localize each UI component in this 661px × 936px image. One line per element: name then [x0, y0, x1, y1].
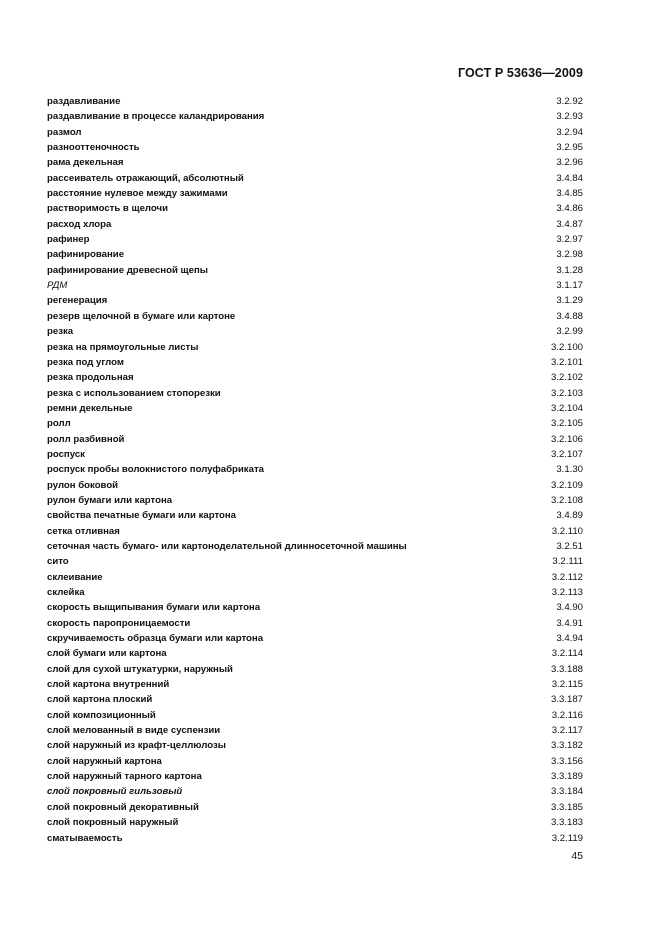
- index-entry: [47, 723, 583, 738]
- index-term: рама декельная: [47, 157, 124, 169]
- index-term: слой покровный наружный: [47, 817, 179, 829]
- index-term: рафинер: [47, 234, 90, 246]
- index-reference: 3.2.102: [550, 372, 583, 384]
- index-term: сетка отливная: [47, 525, 120, 537]
- index-reference: 3.2.92: [556, 96, 583, 107]
- term-index-list: [47, 94, 583, 846]
- index-entry: [47, 401, 583, 416]
- index-entry: [47, 508, 583, 523]
- index-term: резка под углом: [47, 356, 124, 368]
- index-entry: [47, 155, 583, 170]
- index-term: слой наружный тарного картона: [47, 771, 202, 783]
- index-entry: [47, 217, 583, 232]
- index-term: склейка: [47, 587, 85, 598]
- index-reference: 3.2.97: [556, 234, 583, 246]
- index-term: разнооттеночность: [47, 142, 140, 154]
- index-reference: 3.1.17: [556, 280, 583, 292]
- index-entry: [47, 585, 583, 600]
- index-reference: 3.2.110: [551, 525, 583, 537]
- index-entry: [47, 493, 583, 508]
- index-reference: 3.2.119: [551, 832, 583, 844]
- index-reference: 3.2.51: [556, 540, 583, 552]
- index-term: РДМ: [47, 280, 68, 292]
- index-reference: 3.2.108: [550, 494, 583, 506]
- index-reference: 3.3.185: [550, 801, 583, 813]
- index-term: склеивание: [47, 571, 103, 583]
- index-entry: [47, 784, 583, 799]
- page-number: 45: [571, 850, 583, 862]
- index-term: раздавливание: [47, 96, 121, 107]
- index-reference: 3.4.87: [556, 218, 583, 230]
- index-entry: [47, 631, 583, 646]
- index-reference: 3.3.189: [550, 771, 583, 783]
- index-reference: 3.4.91: [556, 617, 583, 629]
- index-entry: [47, 769, 583, 784]
- index-term: слой композиционный: [47, 709, 156, 721]
- index-reference: 3.3.184: [550, 786, 583, 798]
- index-entry: [47, 462, 583, 477]
- index-term: резка на прямоугольные листы: [47, 341, 199, 353]
- index-entry: [47, 293, 583, 308]
- index-entry: [47, 754, 583, 769]
- index-entry: [47, 416, 583, 431]
- index-reference: 3.2.94: [556, 126, 583, 138]
- index-reference: 3.4.89: [556, 510, 583, 522]
- index-term: слой наружный картона: [47, 755, 162, 767]
- index-reference: 3.2.116: [551, 709, 583, 721]
- index-entry: [47, 616, 583, 631]
- index-reference: 3.2.109: [550, 479, 583, 491]
- index-term: рафинирование: [47, 249, 125, 261]
- index-entry: [47, 94, 583, 109]
- index-reference: 3.2.113: [551, 587, 583, 598]
- index-entry: [47, 646, 583, 661]
- index-term: резерв щелочной в бумаге или картоне: [47, 310, 236, 322]
- index-term: рафинирование древесной щепы: [47, 264, 208, 276]
- index-reference: 3.2.114: [551, 648, 583, 660]
- index-entry: [47, 815, 583, 830]
- index-reference: 3.1.30: [556, 464, 583, 476]
- index-term: сматываемость: [47, 832, 123, 844]
- index-entry: [47, 600, 583, 615]
- index-term: роспуск: [47, 448, 85, 460]
- index-term: рассеиватель отражающий, абсолютный: [47, 172, 244, 184]
- index-reference: 3.1.28: [556, 264, 583, 276]
- index-entry: [47, 570, 583, 585]
- index-entry: [47, 432, 583, 447]
- index-reference: 3.2.112: [551, 571, 583, 583]
- index-reference: 3.2.100: [550, 341, 583, 353]
- index-reference: 3.2.111: [552, 556, 583, 568]
- index-reference: 3.2.95: [556, 142, 583, 154]
- index-entry: [47, 662, 583, 677]
- index-term: слой для сухой штукатурки, наружный: [47, 663, 233, 675]
- index-entry: [47, 340, 583, 355]
- index-entry: [47, 125, 583, 140]
- index-entry: [47, 309, 583, 324]
- index-reference: 3.4.94: [556, 633, 583, 645]
- index-entry: [47, 232, 583, 247]
- index-term: расход хлора: [47, 218, 112, 230]
- index-term: слой покровный гильзовый: [47, 786, 183, 798]
- index-term: слой картона внутренний: [47, 679, 170, 691]
- index-reference: 3.3.183: [550, 817, 583, 829]
- index-entry: [47, 800, 583, 815]
- index-reference: 3.4.84: [556, 172, 583, 184]
- index-entry: [47, 263, 583, 278]
- index-reference: 3.2.99: [556, 326, 583, 338]
- index-entry: [47, 677, 583, 692]
- index-term: раздавливание в процессе каландрирования: [47, 111, 265, 123]
- index-term: резка продольная: [47, 372, 134, 384]
- index-reference: 3.2.115: [551, 679, 583, 691]
- index-term: скорость паропроницаемости: [47, 617, 191, 629]
- index-term: свойства печатные бумаги или картона: [47, 510, 237, 522]
- index-reference: 3.3.187: [550, 694, 583, 706]
- index-term: рулон боковой: [47, 479, 119, 491]
- index-reference: 3.2.93: [556, 111, 583, 123]
- index-term: ролл разбивной: [47, 433, 125, 445]
- index-term: скорость выщипывания бумаги или картона: [47, 602, 261, 614]
- index-reference: 3.2.107: [550, 448, 583, 460]
- index-entry: [47, 247, 583, 262]
- index-term: рулон бумаги или картона: [47, 494, 173, 506]
- index-term: слой мелованный в виде суспензии: [47, 725, 221, 737]
- index-term: ролл: [47, 418, 71, 430]
- index-entry: [47, 738, 583, 753]
- index-entry: [47, 386, 583, 401]
- index-entry: [47, 201, 583, 216]
- index-term: размол: [47, 126, 82, 138]
- document-header: ГОСТ Р 53636—2009: [457, 66, 583, 80]
- index-entry: [47, 524, 583, 539]
- index-term: ремни декельные: [47, 402, 133, 414]
- index-term: резка с использованием стопорезки: [47, 387, 221, 399]
- index-term: слой наружный из крафт-целлюлозы: [47, 740, 226, 752]
- index-entry: [47, 278, 583, 293]
- index-reference: 3.2.104: [550, 402, 583, 414]
- index-term: скручиваемость образца бумаги или картона: [47, 633, 264, 645]
- index-reference: 3.2.98: [556, 249, 583, 261]
- index-term: резка: [47, 326, 74, 338]
- index-reference: 3.3.156: [550, 755, 583, 767]
- index-entry: [47, 447, 583, 462]
- index-reference: 3.4.90: [556, 602, 583, 614]
- index-reference: 3.2.101: [550, 356, 583, 368]
- index-entry: [47, 324, 583, 339]
- index-term: сеточная часть бумаго- или картоноделательной длинносеточной машины: [47, 540, 407, 552]
- index-term: роспуск пробы волокнистого полуфабриката: [47, 464, 264, 476]
- index-entry: [47, 171, 583, 186]
- index-entry: [47, 692, 583, 707]
- index-reference: 3.4.86: [556, 203, 583, 215]
- index-reference: 3.2.105: [550, 418, 583, 430]
- index-entry: [47, 831, 583, 846]
- index-reference: 3.1.29: [556, 295, 583, 307]
- index-reference: 3.2.96: [556, 157, 583, 169]
- index-entry: [47, 140, 583, 155]
- index-reference: 3.3.188: [550, 663, 583, 675]
- index-term: расстояние нулевое между зажимами: [47, 188, 228, 200]
- index-reference: 3.2.117: [551, 725, 583, 737]
- index-reference: 3.2.103: [550, 387, 583, 399]
- index-term: слой бумаги или картона: [47, 648, 167, 660]
- index-entry: [47, 539, 583, 554]
- index-entry: [47, 554, 583, 569]
- index-entry: [47, 109, 583, 124]
- index-term: сито: [47, 556, 69, 568]
- index-entry: [47, 478, 583, 493]
- index-term: слой картона плоский: [47, 694, 153, 706]
- index-reference: 3.4.85: [556, 188, 583, 200]
- index-reference: 3.3.182: [550, 740, 583, 752]
- index-entry: [47, 186, 583, 201]
- index-reference: 3.4.88: [556, 310, 583, 322]
- index-reference: 3.2.106: [550, 433, 583, 445]
- index-term: регенерация: [47, 295, 108, 307]
- index-entry: [47, 370, 583, 385]
- index-term: растворимость в щелочи: [47, 203, 168, 215]
- index-term: слой покровный декоративный: [47, 801, 199, 813]
- index-entry: [47, 708, 583, 723]
- index-entry: [47, 355, 583, 370]
